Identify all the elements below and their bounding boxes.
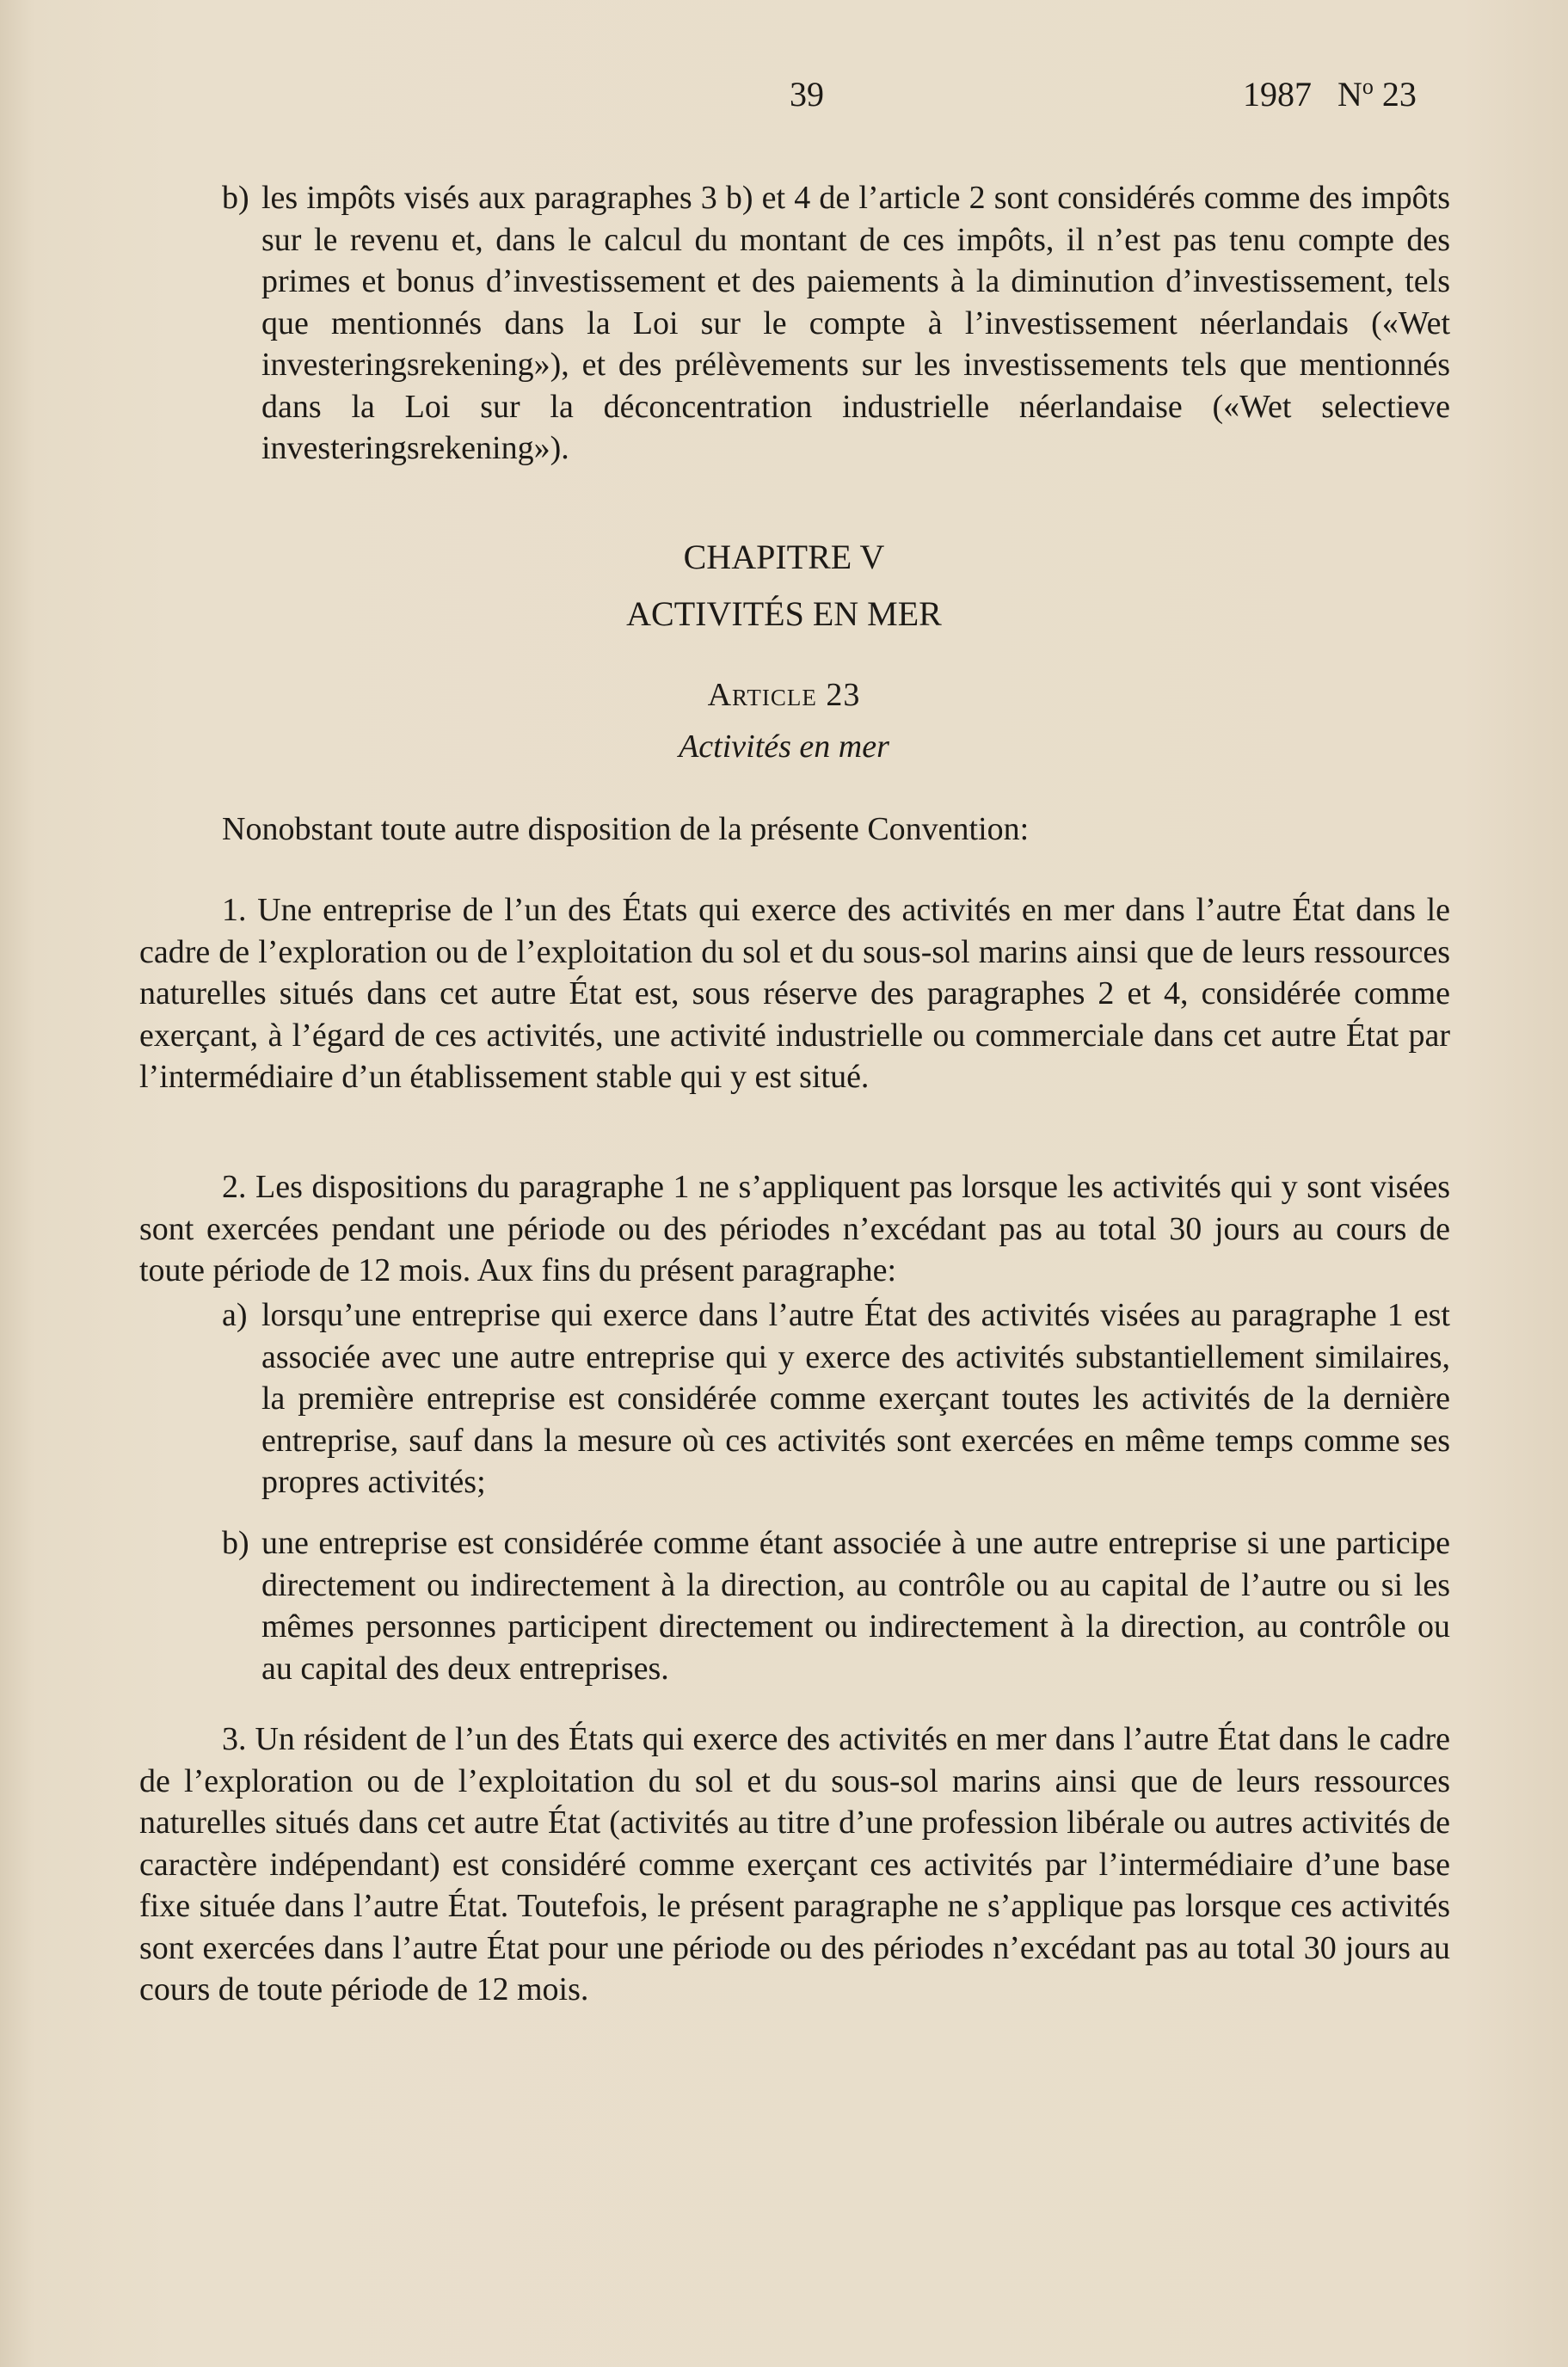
chapter-title: CHAPITRE V [683, 538, 885, 576]
intro-item-text: les impôts visés aux paragraphes 3 b) et 4 de l’article 2 sont considérés comme des impôts sur le revenu et, dans le calcul du montant de ces impôts, il n’est pas tenu compte des primes et bonus d’investissement et des paiements à la diminution d’investissement, tels que mentionnés dans la Loi sur le compte à l’investissement néerlandais («Wet investeringsrekening»), et des prélèvements sur les investissements tels que mentionnés dans la Loi sur la déconcentration industrielle néerlandaise («Wet selectieve investeringsrekening»). [261, 180, 1450, 466]
article-heading: Article 23 [707, 677, 861, 713]
article-title: Activités en mer [679, 729, 889, 765]
document-reference [1243, 74, 1417, 114]
paragraph-2-item-a-text: lorsqu’une entreprise qui exerce dans l’autre État des activités visées au paragraphe 1 est associée avec une autre entreprise qui y exerce des activités substantiellement similaires, la première entreprise est considérée comme exerçant toutes les activités de la dernière entreprise, sauf dans la mesure où ces activités sont exercées en même temps comme ses propres activités; [261, 1297, 1450, 1500]
paragraph-2-item-b-marker: b) [222, 1525, 249, 1561]
preamble-text: Nonobstant toute autre disposition de la présente Convention: [222, 811, 1030, 847]
page-number: 39 [790, 75, 824, 114]
document-number-value: 23 [1381, 75, 1417, 114]
paragraph-3: 3. Un résident de l’un des États qui exerce des activités en mer dans l’autre État dans le cadre de l’exploration ou de l’exploitation du sol et du sous-sol marins ainsi que de leurs ressources naturelles situés dans cet autre État (activités au titre d’une profession libérale ou autres activités de caractère indépendant) est considéré comme exerçant ces activités par l’intermédiaire d’une base fixe située dans l’autre État. Toutefois, le présent paragraphe ne s’applique pas lorsque ces activités sont exercées dans l’autre État pour une période ou des périodes n’excédant pas au total 30 jours au cours de toute période de 12 mois. [139, 1721, 1450, 2007]
paragraph-2: 2. Les dispositions du paragraphe 1 ne s’appliquent pas lorsque les activités qui y sont visées sont exercées pendant une période ou des périodes n’excédant pas au total 30 jours au cours de toute période de 12 mois. Aux fins du présent paragraphe: [139, 1169, 1450, 1288]
paragraph-2-item-b-text: une entreprise est considérée comme étant associée à une autre entreprise si une participe directement ou indirectement à la direction, au contrôle ou au capital de l’autre ou si les mêmes personnes participent directement ou indirectement à la direction, au contrôle ou au capital des deux entreprises. [261, 1525, 1450, 1687]
intro-item-b [222, 177, 1450, 470]
paragraph-2-item-b [222, 1522, 1450, 1694]
document-number-sup: o [1362, 74, 1374, 99]
paragraph-2-item-a [222, 1294, 1450, 1509]
document-number-label: N [1337, 75, 1362, 114]
chapter-subtitle: ACTIVITÉS EN MER [626, 594, 942, 633]
paragraph-2-item-a-marker: a) [222, 1297, 248, 1333]
document-year: 1987 [1243, 75, 1312, 114]
paragraph-1: 1. Une entreprise de l’un des États qui exerce des activités en mer dans l’autre État dans le cadre de l’exploration ou de l’exploitation du sol et du sous-sol marins ainsi que de leurs ressources naturelles situés dans cet autre État est, sous réserve des paragraphes 2 et 4, considérée comme exerçant, à l’égard de ces activités, une activité industrielle ou commerciale dans cet autre État par l’intermédiaire d’un établissement stable qui y est situé. [139, 892, 1450, 1095]
page-header [0, 74, 1568, 126]
intro-item-marker: b) [222, 180, 249, 216]
